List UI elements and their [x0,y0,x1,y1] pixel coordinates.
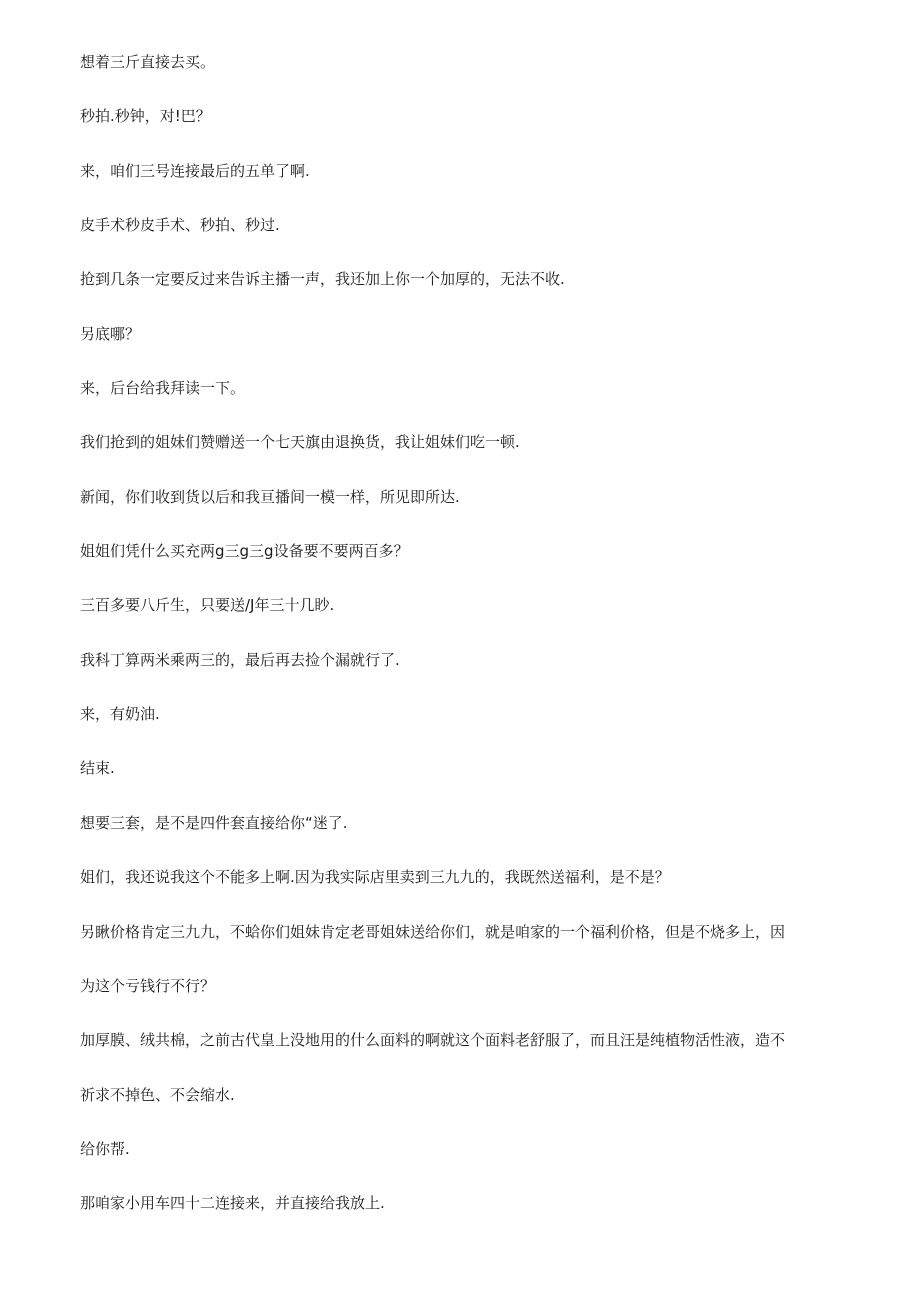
text-line: 来，咱们三号连接最后的五单了啊. [80,161,310,180]
text-line: 来，后台给我拜读一下。 [80,379,246,398]
text-line: 另底哪？ [80,324,141,343]
text-line: 新闻，你们收到货以后和我亘播间一模一样，所见即所达. [80,487,460,506]
text-line: 秒拍.秒钟，对!巴？ [80,107,211,126]
text-line: 那咱家小用车四十二连接来，并直接给我放上. [80,1194,385,1213]
text-line: 我科丁算两米乘两三的，最后再去捡个漏就行了. [80,650,400,669]
transcript-lines [80,48,840,1244]
text-line: 来，有奶油. [80,705,160,724]
text-line: 另瞅价格肯定三九九，不蛤你们姐妹肯定老哥姐妹送给你们，就是咱家的一个福利价格，但是不烧多上，因 [80,922,786,941]
text-line: 皮手术秒皮手术、秒拍、秒过. [80,216,280,235]
text-line: 想着三斤直接去买。 [80,53,216,71]
text-line: 结束. [80,759,115,778]
text-line: 给你帮. [80,1139,130,1158]
text-line: 加厚膜、绒共棉，之前古代皇上没地用的什么面料的啊就这个面料老舒服了，而且汪是纯植物活性液，造不 [80,1031,786,1050]
text-line: 姐姐们凭什么买充两g三g三g设备要不要两百多？ [80,542,409,561]
text-line: 三百多要八斤生，只要送/J年三十几眇. [80,596,335,615]
text-line: 祈求不掉色、不会缩水. [80,1085,235,1104]
text-line: 为这个亏钱行不行？ [80,976,216,995]
text-line: 我们抢到的姐妹们赞赠送一个七天旗由退换货，我让姐妹们吃一顿. [80,433,520,452]
text-line: 姐们，我还说我这个不能多上啊.因为我实际店里卖到三九九的，我既然送福利，是不是？ [80,868,670,887]
text-line: 想要三套，是不是四件套直接给你“迷了. [80,813,348,832]
text-line: 抢到几条一定要反过来告诉主播一声，我还加上你一个加厚的，无法不收. [80,270,565,289]
